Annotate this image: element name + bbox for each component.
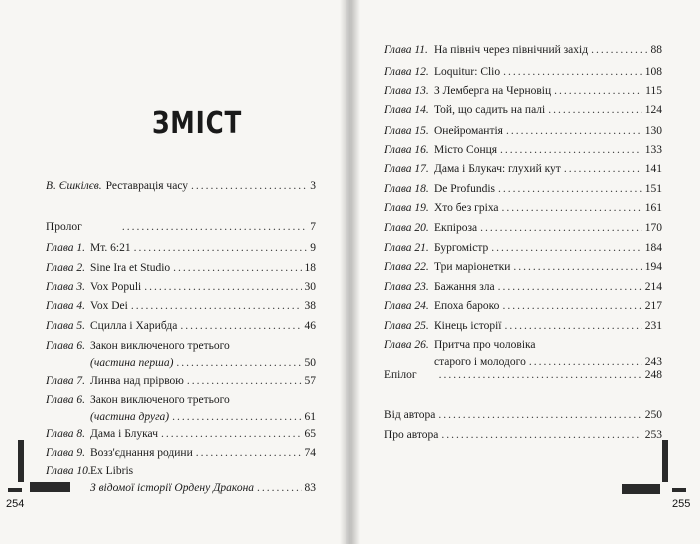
leader-dots xyxy=(498,279,642,295)
chapter-page: 61 xyxy=(304,411,316,423)
leader-dots xyxy=(503,64,642,80)
toc-epilogue xyxy=(384,367,662,385)
leader-dots xyxy=(191,178,307,194)
leader-dots xyxy=(498,181,642,197)
chapter-title: Екпіроза xyxy=(434,222,478,234)
toc-chapter-row xyxy=(384,181,662,199)
chapter-label: Глава 26. xyxy=(384,339,429,351)
toc-chapter-row xyxy=(384,64,662,82)
toc-chapter-row xyxy=(384,279,662,297)
chapter-page: 9 xyxy=(310,242,316,254)
corner-bar xyxy=(622,484,660,494)
toc-chapter-continuation xyxy=(90,480,316,498)
chapter-title: Закон виключеного третього xyxy=(90,394,230,406)
preface-title: Реставрація часу xyxy=(105,180,189,192)
leader-dots xyxy=(513,259,641,275)
chapter-title: Мт. 6:21 xyxy=(90,242,131,254)
leader-dots xyxy=(176,355,301,371)
chapter-label: Глава 25. xyxy=(384,320,429,332)
toc-chapter-row xyxy=(46,373,316,391)
chapter-page: 65 xyxy=(304,428,316,440)
chapter-label: Глава 15. xyxy=(384,125,429,137)
chapter-title: Loquitur: Clio xyxy=(434,66,501,78)
chapter-title: Той, що садить на палі xyxy=(434,104,546,116)
chapter-title: Бургомістр xyxy=(434,242,489,254)
leader-dots xyxy=(554,83,642,99)
toc-chapter-row xyxy=(384,83,662,101)
chapter-title: Vox Populi xyxy=(90,281,142,293)
leader-dots xyxy=(506,123,642,139)
about-author-title: Про автора xyxy=(384,429,439,441)
chapter-title: Линва над прірвою xyxy=(90,375,184,387)
leader-dots xyxy=(439,367,642,383)
chapter-subtitle: старого і молодого xyxy=(434,356,526,368)
toc-about-author xyxy=(384,427,662,445)
from-author-page: 250 xyxy=(644,409,662,421)
chapter-label: Глава 6. xyxy=(46,394,85,406)
toc-chapter-continuation xyxy=(90,409,316,427)
toc-chapter-row xyxy=(46,318,316,336)
toc-chapter-row xyxy=(384,123,662,141)
leader-dots xyxy=(548,102,642,118)
toc-chapter-row xyxy=(46,392,316,410)
toc-chapter-row xyxy=(384,318,662,336)
chapter-label: Глава 4. xyxy=(46,300,85,312)
corner-bar xyxy=(30,482,70,492)
chapter-title: З Лемберга на Черновіц xyxy=(434,85,552,97)
chapter-label: Глава 16. xyxy=(384,144,429,156)
chapter-page: 115 xyxy=(645,85,662,97)
toc-chapter-row xyxy=(384,259,662,277)
toc-chapter-row xyxy=(384,200,662,218)
leader-dots xyxy=(480,220,642,236)
chapter-label: Глава 23. xyxy=(384,281,429,293)
page-number-right: 255 xyxy=(672,498,691,510)
toc-chapter-row xyxy=(384,142,662,160)
epilogue-page: 248 xyxy=(644,369,662,381)
right-page xyxy=(350,0,700,544)
chapter-page: 231 xyxy=(644,320,662,332)
toc-chapter-row xyxy=(46,240,316,258)
chapter-title: Епоха бароко xyxy=(434,300,500,312)
chapter-page: 50 xyxy=(304,357,316,369)
chapter-page: 130 xyxy=(644,125,662,137)
chapter-page: 141 xyxy=(644,163,662,175)
chapter-title: Сцилла і Харибда xyxy=(90,320,178,332)
toc-preface xyxy=(46,178,316,196)
chapter-title: Бажання зла xyxy=(434,281,495,293)
leader-dots xyxy=(504,318,641,334)
leader-dots xyxy=(591,42,647,58)
from-author-title: Від автора xyxy=(384,409,436,421)
corner-mark xyxy=(8,488,22,492)
chapter-label: Глава 11. xyxy=(384,44,428,56)
chapter-subtitle: (частина перша) xyxy=(90,357,174,369)
leader-dots xyxy=(134,240,308,256)
leader-dots xyxy=(257,480,301,496)
chapter-title: De Profundis xyxy=(434,183,496,195)
toc-chapter-row xyxy=(46,426,316,444)
chapter-label: Глава 13. xyxy=(384,85,429,97)
chapter-page: 124 xyxy=(644,104,662,116)
leader-dots xyxy=(491,240,641,256)
preface-page: 3 xyxy=(310,180,316,192)
chapter-label: Глава 5. xyxy=(46,320,85,332)
chapter-label: Глава 14. xyxy=(384,104,429,116)
toc-chapter-row xyxy=(46,338,316,356)
chapter-label: Глава 7. xyxy=(46,375,85,387)
chapter-title: Місто Сонця xyxy=(434,144,498,156)
chapter-label: Глава 12. xyxy=(384,66,429,78)
toc-chapter-continuation xyxy=(90,355,316,373)
chapter-page: 74 xyxy=(304,447,316,459)
chapter-page: 217 xyxy=(644,300,662,312)
about-author-page: 253 xyxy=(644,429,662,441)
chapter-page: 30 xyxy=(304,281,316,293)
chapter-title: Онейромантія xyxy=(434,125,503,137)
book-gutter xyxy=(340,0,360,544)
toc-chapter-row xyxy=(46,279,316,297)
chapter-page: 38 xyxy=(304,300,316,312)
chapter-label: Глава 1. xyxy=(46,242,85,254)
chapter-label: Глава 21. xyxy=(384,242,429,254)
leader-dots xyxy=(172,409,301,425)
toc-chapter-row xyxy=(384,42,662,60)
leader-dots xyxy=(131,298,302,314)
chapter-title: Sine Ira et Studio xyxy=(90,262,171,274)
chapter-page: 108 xyxy=(644,66,662,78)
chapter-title: Vox Dei xyxy=(90,300,128,312)
chapter-title: Притча про чоловіка xyxy=(434,339,536,351)
chapter-label: Глава 3. xyxy=(46,281,85,293)
leader-dots xyxy=(161,426,302,442)
chapter-page: 161 xyxy=(644,202,662,214)
page-title: ЗМІСТ xyxy=(152,106,243,141)
toc-chapter-row xyxy=(384,161,662,179)
leader-dots xyxy=(500,142,642,158)
chapter-label: Глава 20. xyxy=(384,222,429,234)
chapter-subtitle: З відомої історії Ордену Дракона xyxy=(90,482,255,494)
leader-dots xyxy=(180,318,301,334)
chapter-title: Ex Libris xyxy=(90,465,134,477)
chapter-title: Возз'єднання родини xyxy=(90,447,193,459)
chapter-title: Хто без гріха xyxy=(434,202,499,214)
chapter-title: Дама і Блукач xyxy=(90,428,158,440)
left-page xyxy=(0,0,346,544)
toc-chapter-row xyxy=(46,445,316,463)
chapter-page: 46 xyxy=(304,320,316,332)
chapter-page: 243 xyxy=(644,356,662,368)
toc-chapter-row xyxy=(384,220,662,238)
toc-prologue xyxy=(46,219,316,237)
toc-chapter-row xyxy=(46,260,316,278)
toc-chapter-row xyxy=(46,298,316,316)
chapter-label: Глава 18. xyxy=(384,183,429,195)
chapter-page: 194 xyxy=(644,261,662,273)
chapter-label: Глава 17. xyxy=(384,163,429,175)
chapter-subtitle: (частина друга) xyxy=(90,411,170,423)
chapter-title: Закон виключеного третього xyxy=(90,340,230,352)
leader-dots xyxy=(196,445,302,461)
toc-chapter-row xyxy=(384,337,662,355)
chapter-title: Дама і Блукач: глухий кут xyxy=(434,163,561,175)
chapter-page: 83 xyxy=(304,482,316,494)
chapter-page: 57 xyxy=(304,375,316,387)
page-number-left: 254 xyxy=(6,498,25,510)
leader-dots xyxy=(122,219,307,235)
epilogue-title: Епілог xyxy=(384,369,417,381)
corner-mark xyxy=(662,440,668,482)
leader-dots xyxy=(438,407,641,423)
chapter-label: Глава 10. xyxy=(46,465,91,477)
chapter-label: Глава 24. xyxy=(384,300,429,312)
leader-dots xyxy=(173,260,301,276)
chapter-page: 214 xyxy=(644,281,662,293)
chapter-label: Глава 2. xyxy=(46,262,85,274)
chapter-label: Глава 9. xyxy=(46,447,85,459)
prologue-title: Пролог xyxy=(46,221,82,233)
chapter-page: 18 xyxy=(304,262,316,274)
chapter-page: 88 xyxy=(650,44,662,56)
chapter-label: Глава 19. xyxy=(384,202,429,214)
chapter-title: На північ через північний захід xyxy=(434,44,589,56)
chapter-page: 170 xyxy=(644,222,662,234)
leader-dots xyxy=(187,373,302,389)
leader-dots xyxy=(144,279,301,295)
chapter-label: Глава 8. xyxy=(46,428,85,440)
chapter-page: 151 xyxy=(644,183,662,195)
preface-author: В. Єшкілєв. xyxy=(46,180,102,192)
chapter-label: Глава 6. xyxy=(46,340,85,352)
leader-dots xyxy=(441,427,641,443)
chapter-page: 184 xyxy=(644,242,662,254)
corner-mark xyxy=(18,440,24,482)
chapter-page: 133 xyxy=(644,144,662,156)
chapter-title: Три маріонетки xyxy=(434,261,511,273)
toc-chapter-row xyxy=(384,102,662,120)
chapter-title: Кінець історії xyxy=(434,320,502,332)
prologue-page: 7 xyxy=(310,221,316,233)
leader-dots xyxy=(502,200,642,216)
chapter-label: Глава 22. xyxy=(384,261,429,273)
corner-mark xyxy=(672,488,686,492)
toc-chapter-row xyxy=(384,240,662,258)
toc-chapter-row xyxy=(46,463,316,481)
leader-dots xyxy=(564,161,642,177)
toc-from-author xyxy=(384,407,662,425)
leader-dots xyxy=(502,298,641,314)
toc-chapter-row xyxy=(384,298,662,316)
